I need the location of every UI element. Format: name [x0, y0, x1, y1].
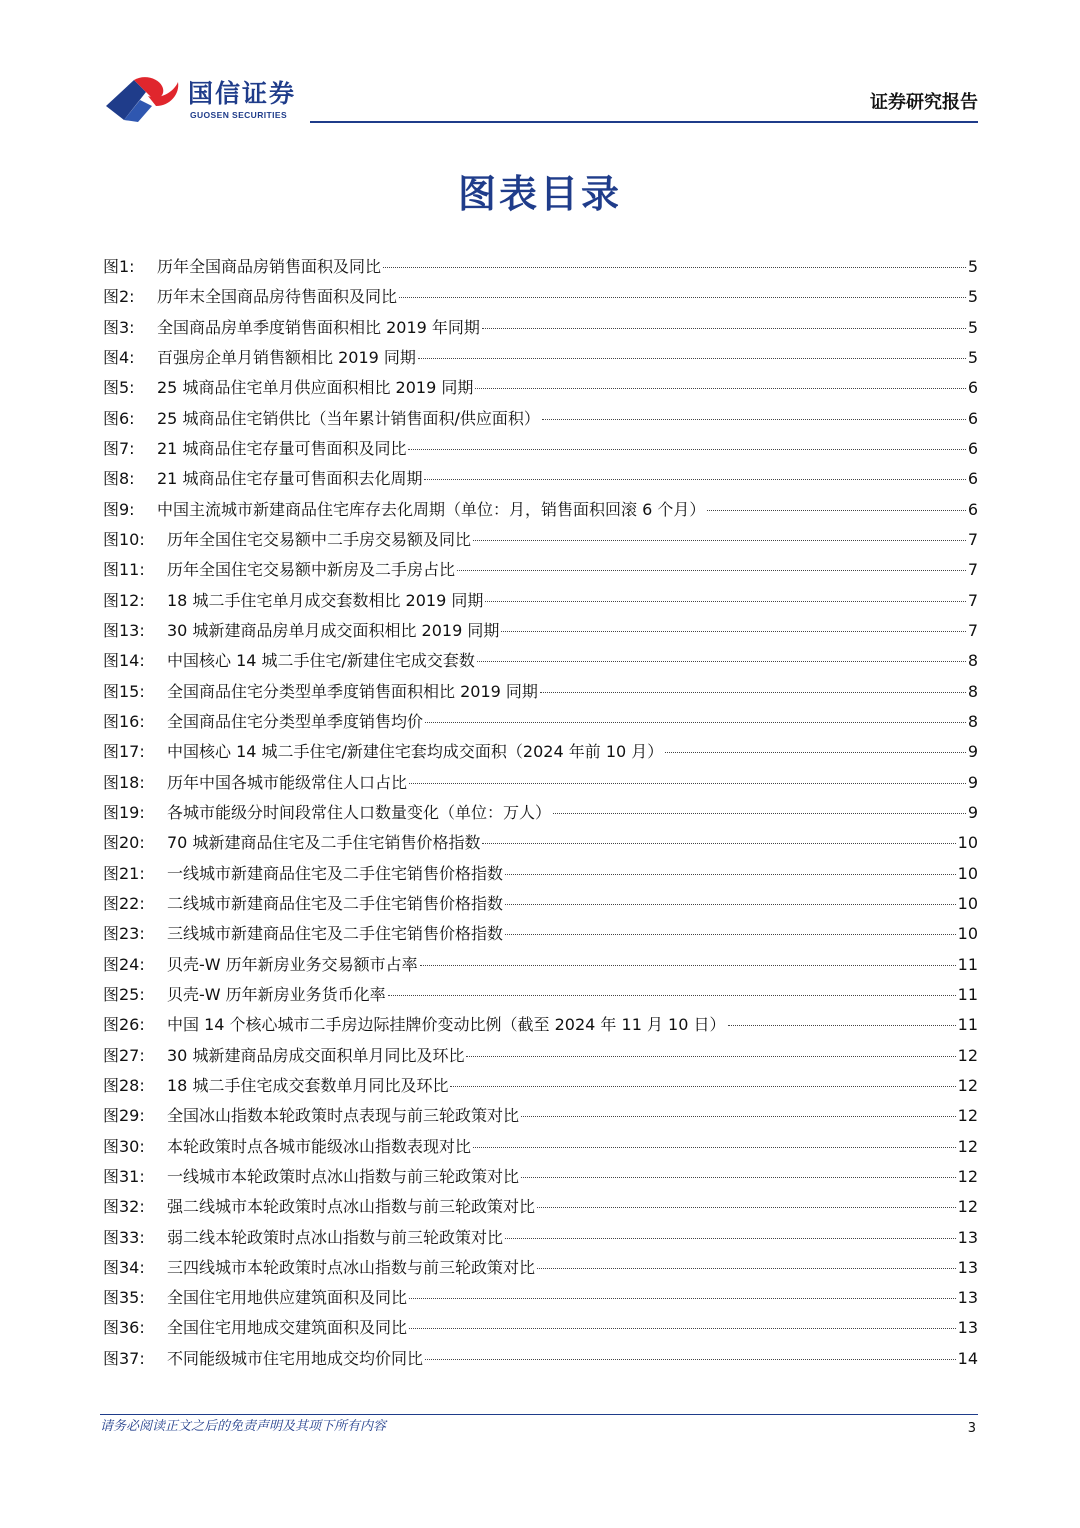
toc-entry[interactable] [103, 798, 978, 828]
toc-page-number[interactable]: 12 [957, 1045, 978, 1065]
brand-name-en: GUOSEN SECURITIES [190, 110, 288, 120]
toc-figure-label: 图14: [103, 651, 145, 671]
toc-figure-label: 图28: [103, 1075, 145, 1095]
toc-entry[interactable] [103, 252, 978, 282]
toc-dot-leader [418, 357, 966, 359]
toc-figure-title[interactable]: 本轮政策时点各城市能级冰山指数表现对比 [167, 1136, 472, 1156]
toc-entry[interactable] [103, 889, 978, 919]
toc-page-number[interactable]: 11 [957, 954, 978, 974]
toc-figure-title[interactable]: 历年全国住宅交易额中二手房交易额及同比 [167, 529, 472, 549]
toc-dot-leader [473, 539, 966, 541]
figure-toc-list [103, 252, 978, 1374]
toc-page-number[interactable]: 6 [967, 378, 978, 398]
toc-dot-leader [728, 1024, 956, 1026]
toc-dot-leader [383, 266, 966, 268]
toc-figure-label: 图11: [103, 560, 145, 580]
toc-figure-title[interactable]: 中国主流城市新建商品住宅库存去化周期（单位：月，销售面积回滚 6 个月） [157, 499, 706, 519]
toc-dot-leader [665, 751, 966, 753]
toc-figure-label: 图34: [103, 1257, 145, 1277]
toc-page-number[interactable]: 6 [967, 408, 978, 428]
toc-figure-label: 图7: [103, 438, 135, 458]
footer-divider [100, 1414, 978, 1415]
toc-page-number[interactable]: 10 [957, 863, 978, 883]
toc-figure-title[interactable]: 一线城市新建商品住宅及二手住宅销售价格指数 [167, 863, 504, 883]
toc-figure-label: 图20: [103, 833, 145, 853]
toc-page-number[interactable]: 13 [957, 1288, 978, 1308]
toc-page-number[interactable]: 11 [957, 1015, 978, 1035]
toc-entry[interactable] [103, 343, 978, 373]
toc-entry[interactable] [103, 373, 978, 403]
toc-dot-leader [505, 873, 956, 875]
toc-figure-label: 图21: [103, 863, 145, 883]
toc-entry[interactable] [103, 1344, 978, 1374]
guosen-logo-icon [104, 76, 182, 124]
toc-dot-leader [408, 448, 965, 450]
toc-page-number[interactable]: 14 [957, 1348, 978, 1368]
toc-figure-label: 图32: [103, 1197, 145, 1217]
toc-page-number[interactable]: 8 [967, 651, 978, 671]
toc-dot-leader [505, 903, 956, 905]
toc-figure-title[interactable]: 弱二线本轮政策时点冰山指数与前三轮政策对比 [167, 1227, 504, 1247]
toc-figure-title[interactable]: 全国冰山指数本轮政策时点表现与前三轮政策对比 [167, 1106, 520, 1126]
toc-figure-label: 图3: [103, 317, 135, 337]
toc-figure-label: 图25: [103, 984, 145, 1004]
toc-dot-leader [399, 296, 966, 298]
toc-figure-title[interactable]: 不同能级城市住宅用地成交均价同比 [167, 1348, 424, 1368]
toc-figure-title[interactable]: 70 城新建商品住宅及二手住宅销售价格指数 [167, 833, 481, 853]
toc-dot-leader [482, 327, 966, 329]
toc-page-number[interactable]: 13 [957, 1227, 978, 1247]
toc-figure-title[interactable]: 三线城市新建商品住宅及二手住宅销售价格指数 [167, 924, 504, 944]
toc-dot-leader [466, 1055, 955, 1057]
toc-figure-title[interactable]: 贝壳-W 历年新房业务交易额市占率 [167, 954, 418, 974]
toc-figure-title[interactable]: 全国住宅用地供应建筑面积及同比 [167, 1288, 408, 1308]
toc-figure-title[interactable]: 中国 14 个核心城市二手房边际挂牌价变动比例（截至 2024 年 11 月 10 日） [167, 1015, 726, 1035]
toc-figure-label: 图15: [103, 681, 145, 701]
toc-figure-title[interactable]: 历年全国商品房销售面积及同比 [157, 257, 382, 276]
toc-entry[interactable] [103, 1101, 978, 1131]
toc-entry[interactable] [103, 950, 978, 980]
toc-figure-label: 图37: [103, 1348, 145, 1368]
toc-dot-leader [537, 1267, 956, 1269]
toc-entry[interactable] [103, 586, 978, 616]
toc-dot-leader [457, 569, 966, 571]
toc-page-number[interactable]: 8 [967, 681, 978, 701]
toc-page-number[interactable]: 9 [967, 742, 978, 762]
toc-dot-leader [424, 478, 965, 480]
toc-page-number[interactable]: 5 [967, 257, 978, 276]
toc-dot-leader [409, 782, 966, 784]
toc-page-number[interactable]: 7 [967, 529, 978, 549]
toc-entry[interactable] [103, 1010, 978, 1040]
toc-entry[interactable] [103, 1223, 978, 1253]
toc-dot-leader [409, 1297, 956, 1299]
toc-page-number[interactable]: 13 [957, 1257, 978, 1277]
toc-figure-label: 图30: [103, 1136, 145, 1156]
toc-page-number[interactable]: 12 [957, 1106, 978, 1126]
toc-entry[interactable] [103, 495, 978, 525]
toc-figure-title[interactable]: 历年全国住宅交易额中新房及二手房占比 [167, 560, 456, 580]
toc-dot-leader [707, 509, 965, 511]
toc-figure-title[interactable]: 18 城二手住宅成交套数单月同比及环比 [167, 1075, 449, 1095]
toc-dot-leader [537, 1206, 956, 1208]
toc-figure-title[interactable]: 中国核心 14 城二手住宅/新建住宅成交套数 [167, 651, 475, 671]
toc-entry[interactable] [103, 404, 978, 434]
page-title: 图表目录 [457, 172, 622, 216]
toc-page-number[interactable]: 10 [957, 924, 978, 944]
toc-page-number[interactable]: 5 [967, 347, 978, 367]
toc-figure-title[interactable]: 历年末全国商品房待售面积及同比 [157, 287, 398, 307]
toc-dot-leader [420, 964, 956, 966]
toc-dot-leader [485, 600, 965, 602]
toc-figure-label: 图29: [103, 1106, 145, 1126]
toc-entry[interactable] [103, 313, 978, 343]
toc-figure-label: 图16: [103, 711, 145, 731]
toc-figure-title[interactable]: 三四线城市本轮政策时点冰山指数与前三轮政策对比 [167, 1257, 536, 1277]
toc-figure-title[interactable]: 21 城商品住宅存量可售面积去化周期 [157, 469, 423, 489]
toc-page-number[interactable]: 12 [957, 1075, 978, 1095]
toc-page-number[interactable]: 5 [967, 287, 978, 307]
toc-figure-label: 图10: [103, 529, 145, 549]
toc-entry[interactable] [103, 919, 978, 949]
toc-figure-title[interactable]: 30 城新建商品房单月成交面积相比 2019 同期 [167, 620, 500, 640]
toc-figure-title[interactable]: 各城市能级分时间段常住人口数量变化（单位：万人） [167, 802, 552, 822]
toc-dot-leader [388, 994, 956, 996]
toc-figure-title[interactable]: 贝壳-W 历年新房业务货币化率 [167, 984, 386, 1004]
toc-figure-label: 图24: [103, 954, 145, 974]
toc-figure-label: 图2: [103, 287, 135, 307]
toc-figure-label: 图12: [103, 590, 145, 610]
toc-dot-leader [409, 1327, 956, 1329]
toc-page-number[interactable]: 6 [967, 438, 978, 458]
toc-figure-title[interactable]: 中国核心 14 城二手住宅/新建住宅套均成交面积（2024 年前 10 月） [167, 742, 664, 762]
toc-entry[interactable] [103, 1253, 978, 1283]
toc-page-number[interactable]: 5 [967, 317, 978, 337]
toc-figure-label: 图17: [103, 742, 145, 762]
toc-entry[interactable] [103, 1283, 978, 1313]
toc-page-number[interactable]: 7 [967, 620, 978, 640]
toc-entry[interactable] [103, 859, 978, 889]
toc-dot-leader [473, 1146, 956, 1148]
toc-page-number[interactable]: 12 [957, 1197, 978, 1217]
toc-figure-label: 图33: [103, 1227, 145, 1247]
toc-dot-leader [521, 1176, 956, 1178]
toc-entry[interactable] [103, 646, 978, 676]
toc-dot-leader [501, 630, 965, 632]
toc-dot-leader [477, 660, 966, 662]
toc-dot-leader [505, 1237, 956, 1239]
toc-figure-title[interactable]: 全国商品房单季度销售面积相比 2019 年同期 [157, 317, 480, 337]
toc-figure-title[interactable]: 全国住宅用地成交建筑面积及同比 [167, 1318, 408, 1338]
report-type-label: 证券研究报告 [870, 92, 978, 113]
footer-disclaimer: 请务必阅读正文之后的免责声明及其项下所有内容 [100, 1419, 387, 1434]
toc-figure-title[interactable]: 21 城商品住宅存量可售面积及同比 [157, 438, 407, 458]
toc-dot-leader [540, 691, 966, 693]
toc-dot-leader [475, 387, 965, 389]
toc-entry[interactable] [103, 555, 978, 585]
toc-entry[interactable] [103, 768, 978, 798]
page-header [0, 0, 1080, 130]
toc-entry[interactable] [103, 1162, 978, 1192]
toc-figure-title[interactable]: 18 城二手住宅单月成交套数相比 2019 同期 [167, 590, 484, 610]
toc-entry[interactable] [103, 1071, 978, 1101]
toc-figure-label: 图27: [103, 1045, 145, 1065]
toc-page-number[interactable]: 7 [967, 560, 978, 580]
toc-figure-title[interactable]: 百强房企单月销售额相比 2019 同期 [157, 347, 416, 367]
toc-figure-title[interactable]: 强二线城市本轮政策时点冰山指数与前三轮政策对比 [167, 1197, 536, 1217]
toc-entry[interactable] [103, 525, 978, 555]
toc-figure-label: 图1: [103, 257, 135, 276]
toc-dot-leader [425, 721, 966, 723]
toc-dot-leader [482, 842, 955, 844]
brand-name-cn: 国信证券 [188, 79, 297, 108]
toc-figure-title[interactable]: 历年中国各城市能级常住人口占比 [167, 772, 408, 792]
toc-entry[interactable] [103, 980, 978, 1010]
toc-figure-label: 图31: [103, 1166, 145, 1186]
toc-entry[interactable] [103, 707, 978, 737]
toc-page-number[interactable]: 10 [957, 893, 978, 913]
toc-page-number[interactable]: 9 [967, 772, 978, 792]
toc-page-number[interactable]: 9 [967, 802, 978, 822]
header-divider [310, 121, 978, 123]
toc-figure-title[interactable]: 全国商品住宅分类型单季度销售面积相比 2019 同期 [167, 681, 538, 701]
toc-page-number[interactable]: 8 [967, 711, 978, 731]
toc-figure-title[interactable]: 30 城新建商品房成交面积单月同比及环比 [167, 1045, 465, 1065]
toc-figure-title[interactable]: 全国商品住宅分类型单季度销售均价 [167, 711, 424, 731]
toc-dot-leader [450, 1085, 955, 1087]
toc-entry[interactable] [103, 1041, 978, 1071]
toc-dot-leader [542, 418, 966, 420]
toc-dot-leader [425, 1358, 956, 1360]
toc-dot-leader [521, 1115, 956, 1117]
toc-figure-label: 图8: [103, 469, 135, 489]
toc-figure-label: 图5: [103, 378, 135, 398]
toc-page-number[interactable]: 10 [957, 833, 978, 853]
toc-figure-label: 图19: [103, 802, 145, 822]
toc-page-number[interactable]: 12 [957, 1136, 978, 1156]
toc-page-number[interactable]: 13 [957, 1318, 978, 1338]
toc-figure-label: 图26: [103, 1015, 145, 1035]
toc-entry[interactable] [103, 1132, 978, 1162]
toc-figure-label: 图22: [103, 893, 145, 913]
toc-figure-label: 图35: [103, 1288, 145, 1308]
toc-figure-label: 图36: [103, 1318, 145, 1338]
toc-figure-title[interactable]: 一线城市本轮政策时点冰山指数与前三轮政策对比 [167, 1166, 520, 1186]
toc-page-number[interactable]: 7 [967, 590, 978, 610]
toc-entry[interactable] [103, 828, 978, 858]
toc-page-number[interactable]: 12 [957, 1166, 978, 1186]
toc-page-number[interactable]: 6 [967, 499, 978, 519]
toc-figure-label: 图13: [103, 620, 145, 640]
toc-entry[interactable] [103, 677, 978, 707]
toc-entry[interactable] [103, 282, 978, 312]
toc-figure-label: 图4: [103, 347, 135, 367]
toc-figure-title[interactable]: 25 城商品住宅单月供应面积相比 2019 同期 [157, 378, 474, 398]
toc-entry[interactable] [103, 737, 978, 767]
toc-entry[interactable] [103, 1313, 978, 1343]
page-number: 3 [967, 1421, 976, 1436]
toc-page-number[interactable]: 6 [967, 469, 978, 489]
toc-entry[interactable] [103, 434, 978, 464]
toc-dot-leader [505, 933, 956, 935]
toc-figure-title[interactable]: 25 城商品住宅销供比（当年累计销售面积/供应面积） [157, 408, 540, 428]
toc-figure-label: 图9: [103, 499, 135, 519]
toc-entry[interactable] [103, 464, 978, 494]
toc-figure-label: 图18: [103, 772, 145, 792]
toc-figure-label: 图23: [103, 924, 145, 944]
toc-entry[interactable] [103, 616, 978, 646]
toc-dot-leader [553, 812, 966, 814]
toc-figure-label: 图6: [103, 408, 135, 428]
toc-entry[interactable] [103, 1192, 978, 1222]
toc-figure-title[interactable]: 二线城市新建商品住宅及二手住宅销售价格指数 [167, 893, 504, 913]
toc-page-number[interactable]: 11 [957, 984, 978, 1004]
